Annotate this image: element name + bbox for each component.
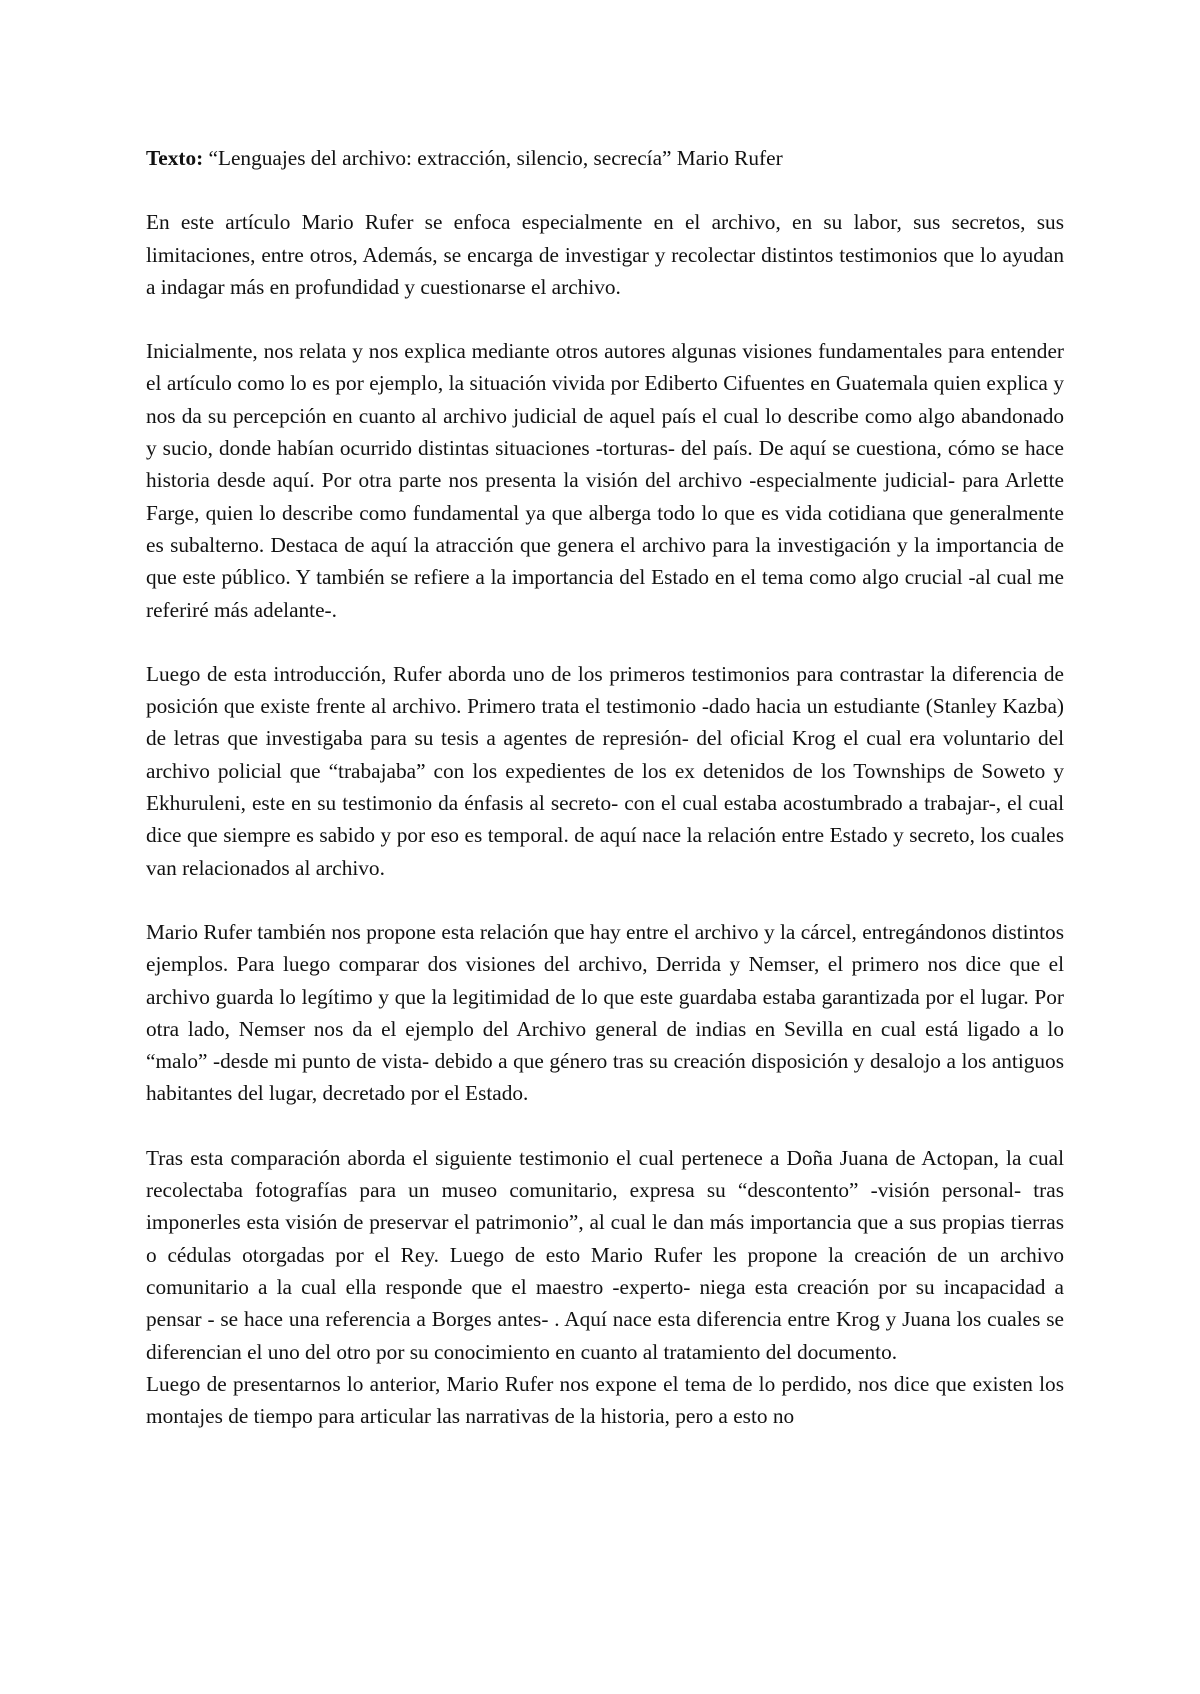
paragraph-initial-visions: Inicialmente, nos relata y nos explica mediante otros autores algunas visiones fundamentales para entender el artículo como lo es por ejemplo, la situación vivida por Ediberto Cifuentes en Guatemala quien explica y nos da su percepción en cuanto al archivo judicial de aquel país el cual lo describe como algo abandonado y sucio, donde habían ocurrido distintas situaciones -torturas- del país. De aquí se cuestiona, cómo se hace historia desde aquí. Por otra parte nos presenta la visión del archivo -especialmente judicial- para Arlette Farge, quien lo describe como fundamental ya que alberga todo lo que es vida cotidiana que generalmente es subalterno. Destaca de aquí la atracción que genera el archivo para la investigación y la importancia de que este público. Y también se refiere a la importancia del Estado en el tema como algo crucial -al cual me referiré más adelante-. [146, 339, 1064, 622]
title-label: Texto: [146, 146, 204, 170]
document-title [146, 142, 1064, 174]
paragraph-intro: En este artículo Mario Rufer se enfoca especialmente en el archivo, en su labor, sus secretos, sus limitaciones, entre otros, Además, se encarga de investigar y recolectar distintos testimonios que lo ayudan a indagar más en profundidad y cuestionarse el archivo. [146, 210, 1064, 299]
paragraph-archive-prison: Mario Rufer también nos propone esta relación que hay entre el archivo y la cárcel, entregándonos distintos ejemplos. Para luego comparar dos visiones del archivo, Derrida y Nemser, el primero nos dice que el archivo guarda lo legítimo y que la legitimidad de lo que este guardaba estaba garantizada por el lugar. Por otra lado, Nemser nos da el ejemplo del Archivo general de indias en Sevilla en cual está ligado a lo “malo” -desde mi punto de vista- debido a que género tras su creación disposición y desalojo a los antiguos habitantes del lugar, decretado por el Estado. [146, 919, 1064, 1106]
paragraph-lost-topic: Luego de presentarnos lo anterior, Mario Rufer nos expone el tema de lo perdido, nos dice que existen los montajes de tiempo para articular las narrativas de la historia, pero a esto no [146, 1371, 1064, 1429]
document-body [146, 142, 1064, 1432]
title-text: “Lenguajes del archivo: extracción, silencio, secrecía” Mario Rufer [203, 146, 783, 170]
paragraph-krog-testimony: Luego de esta introducción, Rufer aborda uno de los primeros testimonios para contrastar la diferencia de posición que existe frente al archivo. Primero trata el testimonio -dado hacia un estudiante (Stanley Kazba) de letras que investigaba para su tesis a agentes de represión- del oficial Krog el cual era voluntario del archivo policial que “trabajaba” con los expedientes de los ex detenidos de los Townships de Soweto y Ekhuruleni, este en su testimonio da énfasis al secreto- con el cual estaba acostumbrado a trabajar-, el cual dice que siempre es sabido y por eso es temporal. de aquí nace la relación entre Estado y secreto, los cuales van relacionados al archivo. [146, 661, 1064, 880]
paragraph-juana-testimony: Tras esta comparación aborda el siguiente testimonio el cual pertenece a Doña Juana de Actopan, la cual recolectaba fotografías para un museo comunitario, expresa su “descontento” -visión personal- tras imponerles esta visión de preservar el patrimonio”, al cual le dan más importancia que a sus propias tierras o cédulas otorgadas por el Rey. Luego de esto Mario Rufer les propone la creación de un archivo comunitario a la cual ella responde que el maestro -experto- niega esta creación por su incapacidad a pensar - se hace una referencia a Borges antes- . Aquí nace esta diferencia entre Krog y Juana los cuales se diferencian el uno del otro por su conocimiento en cuanto al tratamiento del documento. [146, 1145, 1064, 1364]
